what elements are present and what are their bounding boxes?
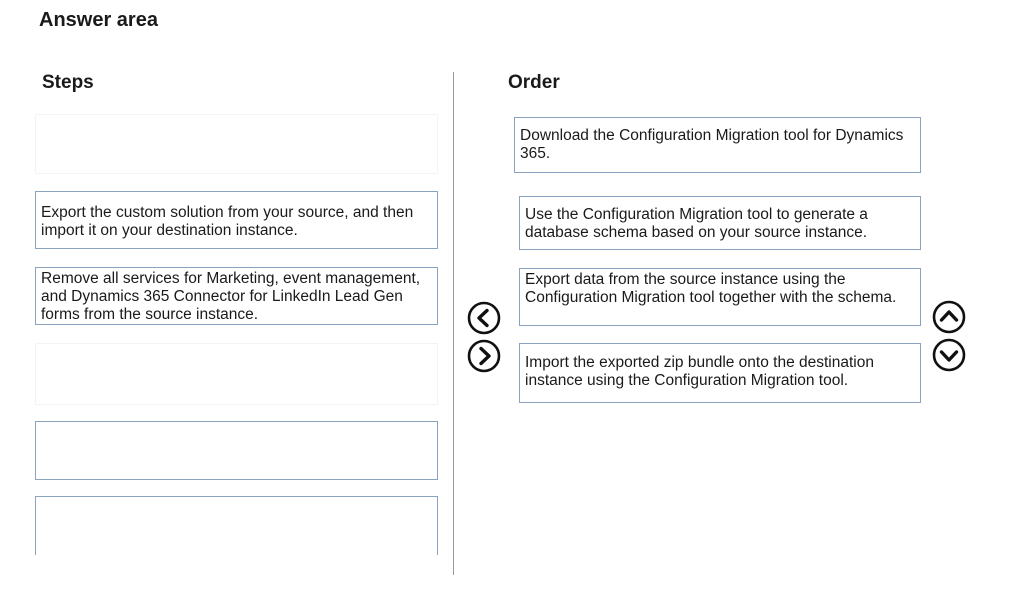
- move-up-button[interactable]: [932, 300, 966, 334]
- steps-heading: Steps: [42, 72, 94, 93]
- answer-area-title: Answer area: [39, 9, 158, 31]
- column-divider: [453, 72, 454, 575]
- circle-chevron-down-icon: [932, 338, 966, 372]
- move-left-button[interactable]: [467, 301, 501, 335]
- move-down-button[interactable]: [932, 338, 966, 372]
- move-right-button[interactable]: [467, 339, 501, 373]
- order-item-import-bundle[interactable]: Import the exported zip bundle onto the destination instance using the Configuration Migration tool.: [519, 343, 921, 403]
- steps-slot-1[interactable]: [35, 114, 438, 174]
- step-remove-services[interactable]: Remove all services for Marketing, event management, and Dynamics 365 Connector for LinkedIn Lead Gen forms from the source instance.: [35, 267, 438, 325]
- circle-chevron-up-icon: [932, 300, 966, 334]
- circle-chevron-left-icon: [467, 301, 501, 335]
- order-item-export-data[interactable]: Export data from the source instance using the Configuration Migration tool together with the schema.: [519, 268, 921, 326]
- steps-slot-6[interactable]: [35, 496, 438, 555]
- order-item-generate-schema[interactable]: Use the Configuration Migration tool to generate a database schema based on your source instance.: [519, 196, 921, 250]
- circle-chevron-right-icon: [467, 339, 501, 373]
- step-export-custom-solution[interactable]: Export the custom solution from your source, and then import it on your destination instance.: [35, 191, 438, 249]
- order-item-download-tool[interactable]: Download the Configuration Migration tool for Dynamics 365.: [514, 117, 921, 173]
- steps-slot-4[interactable]: [35, 343, 438, 405]
- order-heading: Order: [508, 72, 560, 93]
- steps-slot-5[interactable]: [35, 421, 438, 480]
